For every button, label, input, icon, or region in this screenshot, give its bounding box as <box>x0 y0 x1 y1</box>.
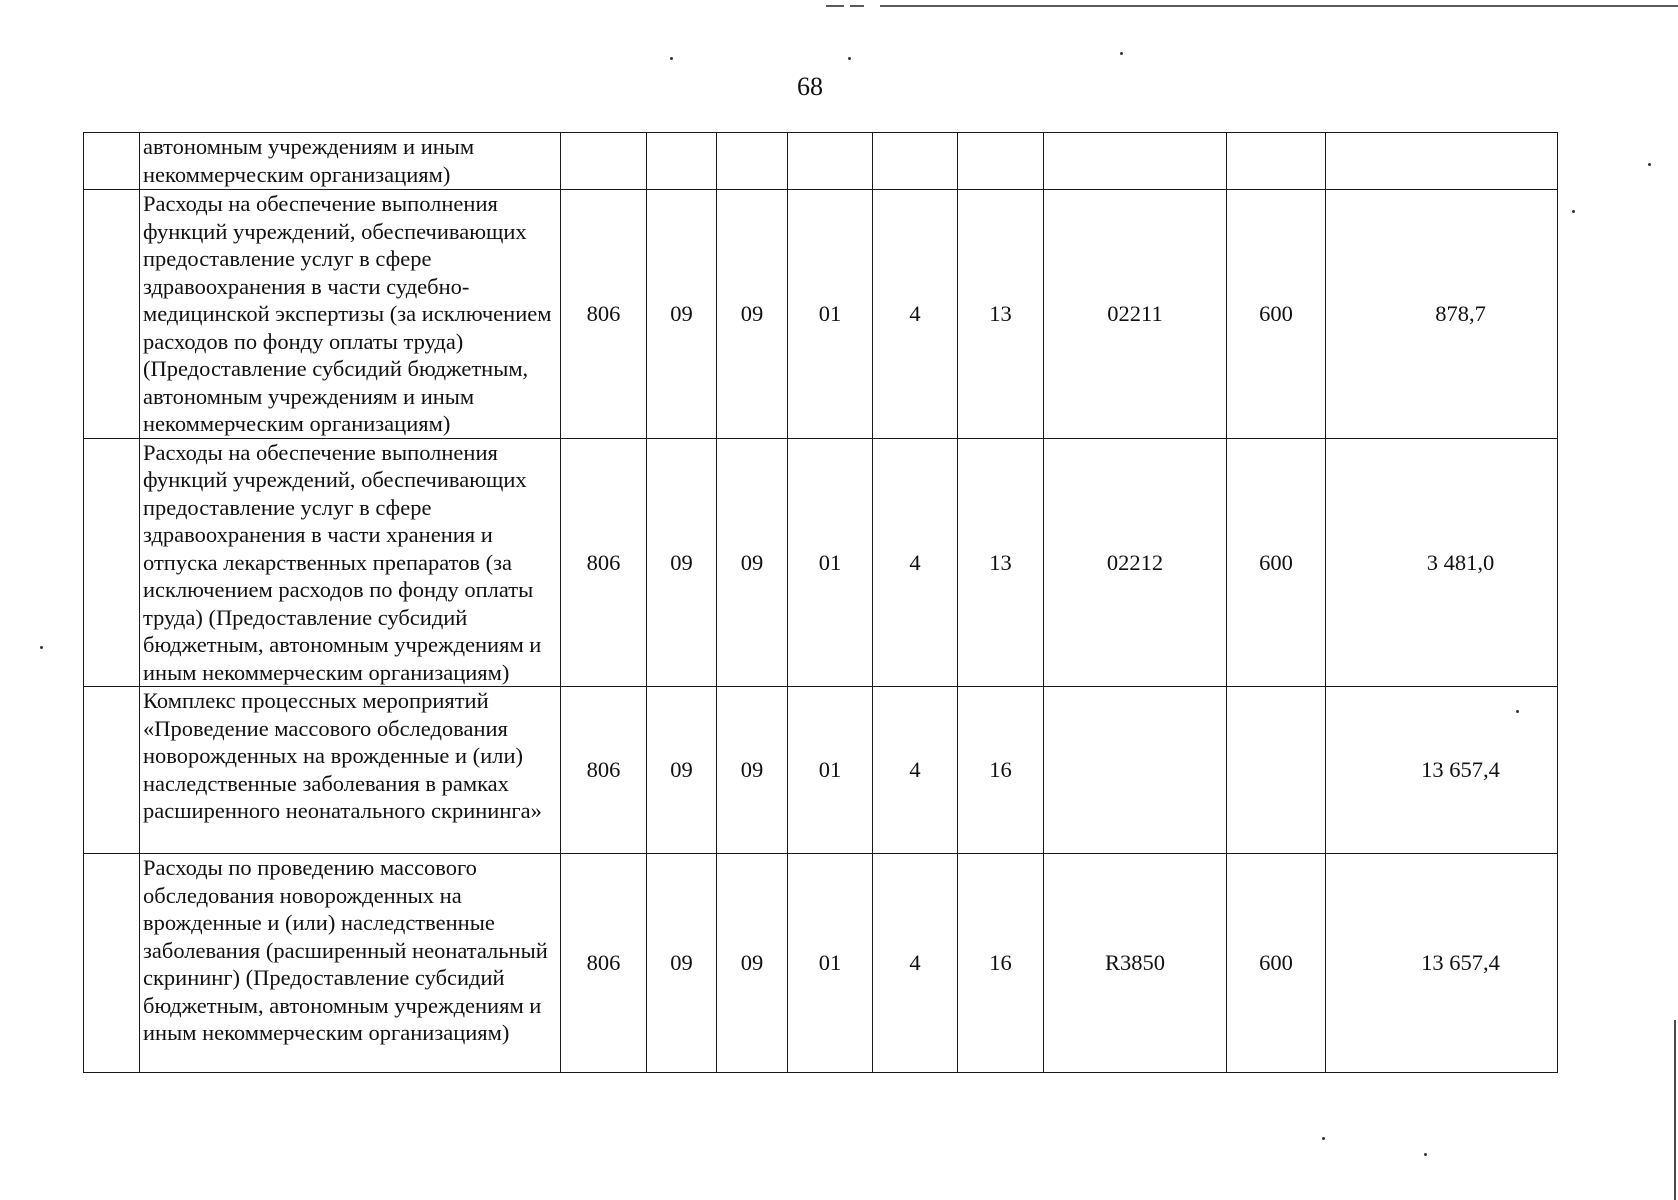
scan-edge-dash <box>850 5 864 7</box>
table-row <box>84 190 1558 439</box>
description-cell: Расходы на обеспечение выполнения функций учреждений, обеспечивающих предоставление услуг в сфере здравоохранения в части судебно-медицинской экспертизы (за исключением расходов по фонду оплаты труда) (Предоставление субсидий бюджетным, автономным учреждениям и иным некоммерческим организациям) <box>140 190 561 439</box>
amount-cell: 13 657,4 <box>1326 854 1558 1073</box>
row-number-cell <box>84 438 140 687</box>
program-cell: 01 <box>788 190 873 439</box>
direction-cell: 02211 <box>1044 190 1227 439</box>
program-cell: 01 <box>788 438 873 687</box>
ved-code-cell: 806 <box>561 687 647 854</box>
table-row <box>84 133 1558 190</box>
subprogram-type-cell <box>873 133 958 190</box>
amount-cell: 3 481,0 <box>1326 438 1558 687</box>
row-number-cell <box>84 854 140 1073</box>
description-cell: автономным учреждениям и иным некоммерческим организациям) <box>140 133 561 190</box>
structural-element-cell: 13 <box>958 438 1044 687</box>
razdel-cell: 09 <box>647 190 717 439</box>
razdel-cell: 09 <box>647 687 717 854</box>
expense-type-cell <box>1227 133 1326 190</box>
scan-speck <box>1424 1153 1427 1156</box>
amount-cell: 13 657,4 <box>1326 687 1558 854</box>
direction-cell <box>1044 687 1227 854</box>
structural-element-cell: 16 <box>958 854 1044 1073</box>
program-cell <box>788 133 873 190</box>
structural-element-cell: 16 <box>958 687 1044 854</box>
row-number-cell <box>84 133 140 190</box>
ved-code-cell <box>561 133 647 190</box>
podrazdel-cell: 09 <box>717 687 788 854</box>
ved-code-cell: 806 <box>561 854 647 1073</box>
description-cell: Расходы по проведению массового обследования новорожденных на врожденные и (или) наследственные заболевания (расширенный неонатальный скрининг) (Предоставление субсидий бюджетным, автономным учреждениям и иным некоммерческим организациям) <box>140 854 561 1073</box>
ved-code-cell: 806 <box>561 438 647 687</box>
scan-speck <box>670 57 673 60</box>
ved-code-cell: 806 <box>561 190 647 439</box>
table-row <box>84 438 1558 687</box>
direction-cell: R3850 <box>1044 854 1227 1073</box>
expense-type-cell: 600 <box>1227 854 1326 1073</box>
scan-edge-top <box>880 5 1678 7</box>
expense-type-cell <box>1227 687 1326 854</box>
row-number-cell <box>84 687 140 854</box>
razdel-cell: 09 <box>647 854 717 1073</box>
razdel-cell <box>647 133 717 190</box>
amount-cell <box>1326 133 1558 190</box>
table-row <box>84 854 1558 1073</box>
podrazdel-cell: 09 <box>717 854 788 1073</box>
row-number-cell <box>84 190 140 439</box>
subprogram-type-cell: 4 <box>873 190 958 439</box>
direction-cell <box>1044 133 1227 190</box>
structural-element-cell <box>958 133 1044 190</box>
direction-cell: 02212 <box>1044 438 1227 687</box>
description-cell: Комплекс процессных мероприятий «Проведение массового обследования новорожденных на врожденные и (или) наследственные заболевания в рамках расширенного неонатального скрининга» <box>140 687 561 854</box>
scan-speck <box>40 646 43 649</box>
expense-type-cell: 600 <box>1227 190 1326 439</box>
amount-cell: 878,7 <box>1326 190 1558 439</box>
scan-edge-dash <box>826 5 844 7</box>
podrazdel-cell: 09 <box>717 438 788 687</box>
program-cell: 01 <box>788 854 873 1073</box>
razdel-cell: 09 <box>647 438 717 687</box>
scan-speck <box>848 57 851 60</box>
structural-element-cell: 13 <box>958 190 1044 439</box>
subprogram-type-cell: 4 <box>873 687 958 854</box>
podrazdel-cell: 09 <box>717 190 788 439</box>
scan-speck <box>1120 52 1123 55</box>
expense-type-cell: 600 <box>1227 438 1326 687</box>
podrazdel-cell <box>717 133 788 190</box>
scan-speck <box>1322 1137 1325 1140</box>
scan-speck <box>1572 210 1575 213</box>
scan-edge-right <box>1674 1020 1676 1200</box>
program-cell: 01 <box>788 687 873 854</box>
budget-table <box>83 132 1558 1073</box>
subprogram-type-cell: 4 <box>873 854 958 1073</box>
table-row <box>84 687 1558 854</box>
page-number: 68 <box>797 72 823 101</box>
subprogram-type-cell: 4 <box>873 438 958 687</box>
scan-speck <box>1648 163 1651 166</box>
description-cell: Расходы на обеспечение выполнения функций учреждений, обеспечивающих предоставление услуг в сфере здравоохранения в части хранения и отпуска лекарственных препаратов (за исключением расходов по фонду оплаты труда) (Предоставление субсидий бюджетным, автономным учреждениям и иным некоммерческим организациям) <box>140 438 561 687</box>
